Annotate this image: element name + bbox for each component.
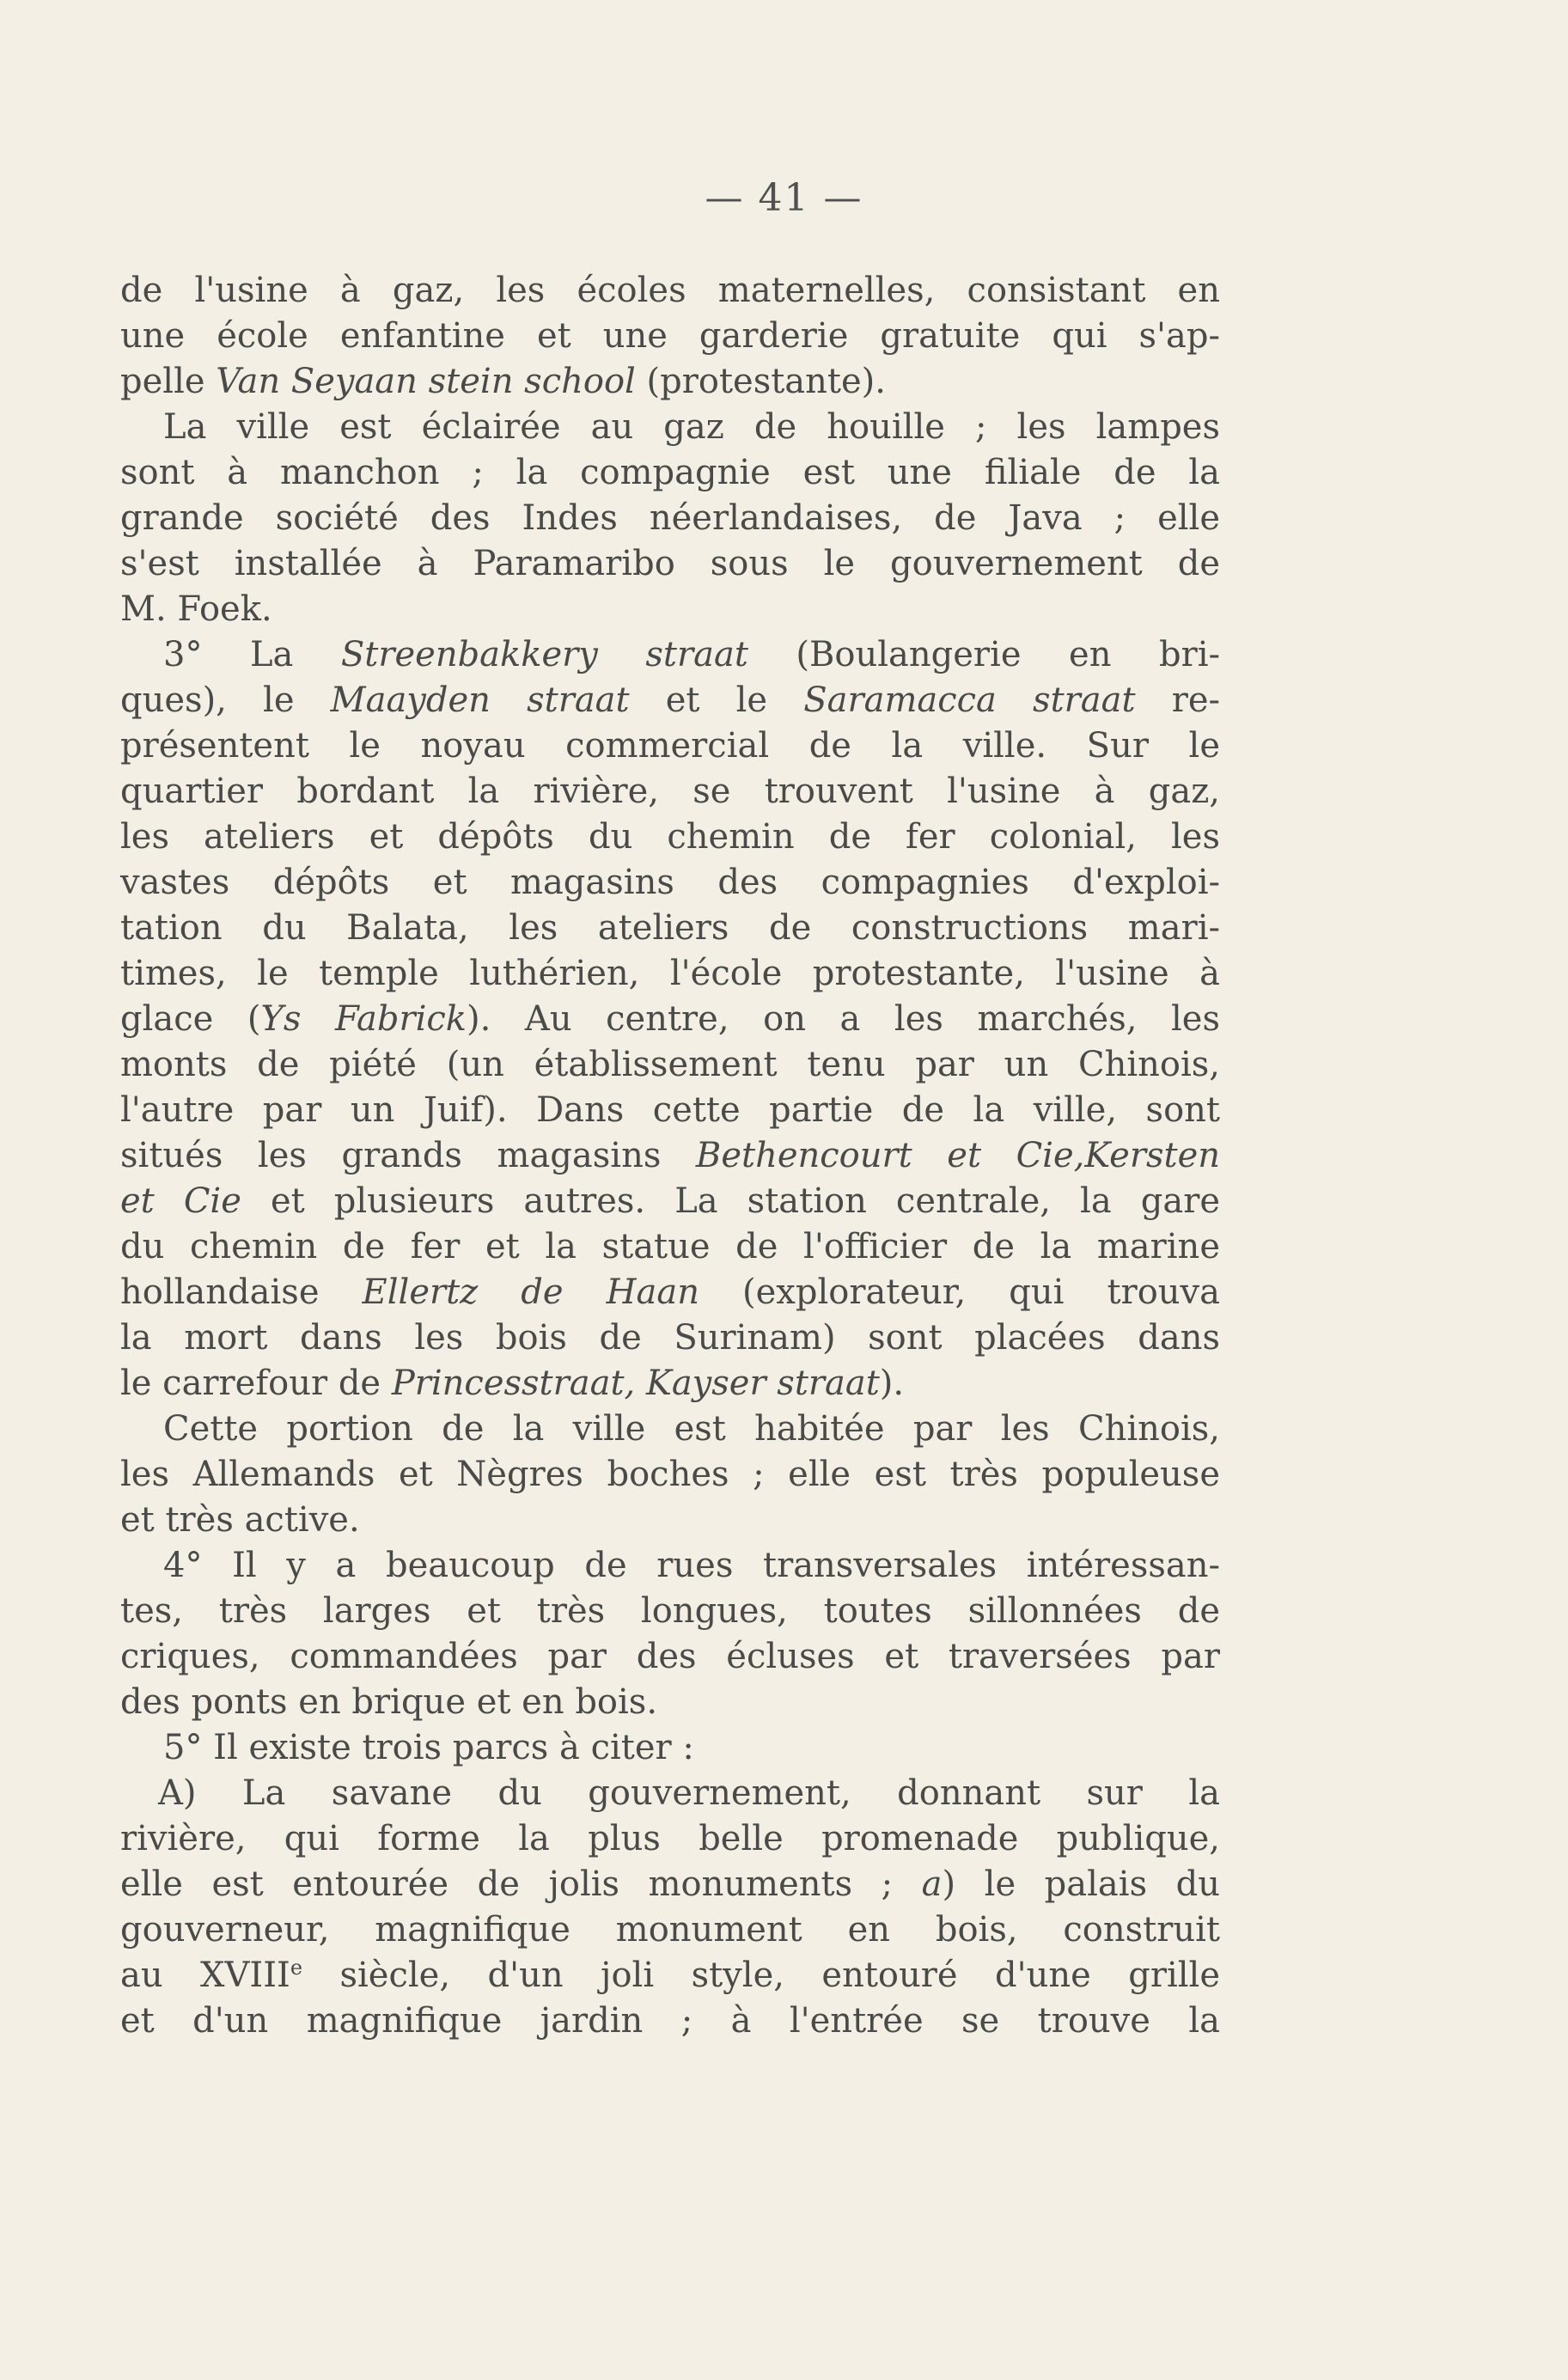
text-line <box>120 1771 1220 1816</box>
text-run: présentent le noyau commercial de la ville. Sur le <box>120 726 1220 766</box>
italic-text: Maayden straat <box>330 680 630 720</box>
text-run: les Allemands et Nègres boches ; elle est très populeuse <box>120 1455 1220 1494</box>
italic-text: Saramacca straat <box>803 680 1136 720</box>
text-run: tes, très larges et très longues, toutes sillonnées de <box>120 1591 1220 1631</box>
text-run: de l'usine à gaz, les écoles maternelles, consistant en <box>120 271 1220 310</box>
text-run: situés les grands magasins <box>120 1136 696 1175</box>
text-run: gouverneur, magnifique monument en bois, construit <box>120 1910 1220 1950</box>
text-line <box>120 1680 1220 1725</box>
text-run: tation du Balata, les ateliers de constructions mari- <box>120 908 1220 948</box>
text-line <box>120 587 1220 632</box>
text-line <box>120 769 1220 815</box>
text-line <box>120 632 1220 678</box>
text-line <box>120 1224 1220 1270</box>
text-run: monts de piété (un établissement tenu par un Chinois, <box>120 1045 1220 1084</box>
text-run: ) le palais du <box>942 1864 1221 1904</box>
text-run: ). Au centre, on a les marchés, les <box>467 999 1221 1039</box>
text-line <box>120 860 1220 906</box>
text-line <box>120 359 1220 405</box>
text-line <box>120 541 1220 587</box>
text-run: s'est installée à Paramaribo sous le gouvernement de <box>120 544 1220 583</box>
text-line <box>120 1088 1220 1133</box>
text-line <box>120 1999 1220 2044</box>
text-run: M. Foek. <box>120 589 272 629</box>
text-run: ). <box>879 1364 905 1403</box>
text-line <box>120 1862 1220 1907</box>
text-line <box>120 268 1220 314</box>
page-number: — 41 — <box>705 176 863 220</box>
text-line <box>120 1452 1220 1498</box>
text-line <box>120 1407 1220 1452</box>
text-run: times, le temple luthérien, l'école protestante, l'usine à <box>120 954 1220 993</box>
text-run: rivière, qui forme la plus belle promenade publique, <box>120 1819 1220 1858</box>
text-run: une école enfantine et une garderie gratuite qui s'ap- <box>120 316 1220 356</box>
text-run: ques), le <box>120 680 331 720</box>
text-run: et d'un magnifique jardin ; à l'entrée se trouve la <box>120 2001 1220 2041</box>
text-line <box>120 1816 1220 1862</box>
text-line <box>120 723 1220 769</box>
text-run: 3° La <box>163 635 341 674</box>
text-line <box>120 997 1220 1042</box>
text-run: (explorateur, qui trouva <box>699 1272 1220 1312</box>
text-line <box>120 1042 1220 1088</box>
text-run: pelle <box>120 362 217 401</box>
italic-text: Princesstraat, Kayser straat <box>391 1364 880 1403</box>
text-run: elle est entourée de jolis monuments ; <box>120 1864 922 1904</box>
body-text <box>120 268 1220 2044</box>
text-line <box>120 1725 1220 1771</box>
text-run: la mort dans les bois de Surinam) sont placées dans <box>120 1318 1220 1358</box>
text-line <box>120 815 1220 860</box>
text-run: le carrefour de <box>120 1364 392 1403</box>
italic-text: Ellertz de Haan <box>362 1272 699 1312</box>
text-line <box>120 450 1220 496</box>
italic-text: Van Seyaan stein school <box>216 362 636 401</box>
text-line <box>120 678 1220 723</box>
text-run: La ville est éclairée au gaz de houille ; les lampes <box>163 407 1220 447</box>
text-line <box>120 1589 1220 1634</box>
text-run: et le <box>629 680 804 720</box>
text-line <box>120 1270 1220 1315</box>
text-run: Cette portion de la ville est habitée par les Chinois, <box>163 1409 1220 1449</box>
text-run: criques, commandées par des écluses et traversées par <box>120 1637 1220 1676</box>
text-run: (protestante). <box>635 362 886 401</box>
text-run: et très active. <box>120 1500 360 1540</box>
text-line <box>120 1953 1220 1999</box>
text-run: (Boulangerie en bri- <box>747 635 1220 674</box>
text-run: re- <box>1135 680 1221 720</box>
text-line <box>120 1498 1220 1543</box>
text-line <box>120 1361 1220 1407</box>
text-run: 4° Il y a beaucoup de rues transversales intéressan- <box>163 1546 1220 1585</box>
text-run: hollandaise <box>120 1272 363 1312</box>
text-run: grande société des Indes néerlandaises, de Java ; elle <box>120 498 1220 538</box>
text-run: les ateliers et dépôts du chemin de fer colonial, les <box>120 817 1220 857</box>
text-run: du chemin de fer et la statue de l'officier de la marine <box>120 1227 1220 1266</box>
text-run: quartier bordant la rivière, se trouvent l'usine à gaz, <box>120 772 1220 811</box>
superscript: e <box>290 1956 303 1980</box>
text-line <box>120 496 1220 541</box>
text-run: A) La savane du gouvernement, donnant sur la <box>158 1773 1220 1813</box>
text-run: siècle, d'un joli style, entouré d'une grille <box>302 1956 1221 1995</box>
text-line <box>120 1634 1220 1680</box>
text-line <box>120 1315 1220 1361</box>
text-line <box>120 1179 1220 1224</box>
text-line <box>120 405 1220 450</box>
italic-text: Streenbakkery straat <box>340 635 748 674</box>
text-line <box>120 1543 1220 1589</box>
text-run: 5° Il existe trois parcs à citer : <box>163 1728 694 1767</box>
text-run: sont à manchon ; la compagnie est une filiale de la <box>120 453 1220 492</box>
text-line <box>120 951 1220 997</box>
italic-text: et Cie <box>120 1181 241 1221</box>
text-run: au XVIII <box>120 1956 290 1995</box>
italic-text: Bethencourt et Cie,Kersten <box>695 1136 1220 1175</box>
italic-text: Ys Fabrick <box>260 999 467 1039</box>
text-line <box>120 1133 1220 1179</box>
text-line <box>120 906 1220 951</box>
text-run: et plusieurs autres. La station centrale, la gare <box>241 1181 1220 1221</box>
text-line <box>120 1907 1220 1953</box>
text-run: glace ( <box>120 999 261 1039</box>
text-run: des ponts en brique et en bois. <box>120 1682 658 1722</box>
text-line <box>120 314 1220 359</box>
text-run: vastes dépôts et magasins des compagnies d'exploi- <box>120 863 1220 902</box>
text-run: l'autre par un Juif). Dans cette partie de la ville, sont <box>120 1090 1220 1130</box>
italic-text: a <box>921 1864 943 1904</box>
